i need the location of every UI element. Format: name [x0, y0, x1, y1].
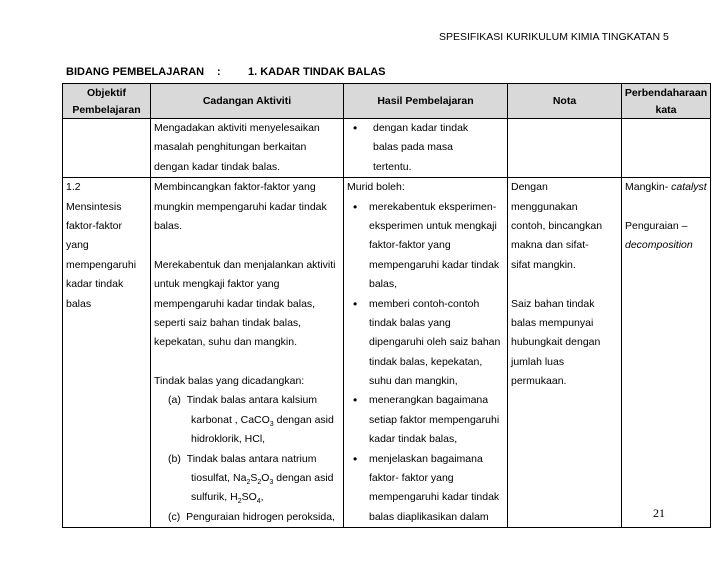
text-line: memberi contoh-contoh — [369, 297, 480, 310]
text-line: Membincangkan faktor-faktor yang — [154, 181, 316, 194]
header-objektif-line2: Pembelajaran — [72, 104, 141, 116]
text-line: faktor-faktor — [66, 219, 123, 232]
bidang-separator: : — [217, 66, 221, 78]
subscript: 2 — [237, 498, 242, 506]
header-perbendaharaan — [622, 84, 711, 119]
header-objektif — [63, 84, 151, 119]
header-perbendaharaan-line2: kata — [655, 104, 677, 116]
text-line: kepekatan, suhu dan mangkin. — [154, 336, 298, 349]
objective-number: 1.2 — [66, 181, 81, 194]
text-line — [347, 119, 505, 138]
text-line: Dengan — [511, 181, 548, 194]
text-line: Penguraian hidrogen peroksida, — [186, 510, 335, 523]
page-number: 21 — [653, 506, 665, 520]
subscript: 2 — [257, 479, 262, 487]
text-line: balas, — [369, 278, 398, 291]
cell-objektif — [63, 178, 151, 528]
vocab-term-ms: Mangkin- — [625, 181, 672, 194]
spacer — [154, 353, 341, 372]
text-line: tindak balas yang — [369, 316, 451, 329]
text-line: balas pada masa — [373, 141, 453, 154]
list-marker: (a) — [168, 394, 181, 407]
bidang-label: BIDANG PEMBELAJARAN — [66, 66, 205, 78]
list-item-a — [154, 391, 341, 410]
text-line: yang — [66, 239, 89, 252]
hasil-intro: Murid boleh: — [347, 181, 405, 194]
page-header: SPESIFIKASI KURIKULUM KIMIA TINGKATAN 5 — [439, 31, 669, 43]
text-line: balas — [66, 297, 92, 310]
list-title: Tindak balas yang dicadangkan: — [154, 375, 305, 388]
text: sulfurik, H — [191, 491, 238, 504]
vocab-term-en: catalyst — [671, 181, 707, 194]
bullet-item — [347, 295, 505, 314]
list-item-c — [154, 508, 341, 527]
vocab-decomposition-en — [625, 236, 708, 255]
list-marker: (c) — [168, 510, 181, 523]
cell-hasil-continued — [344, 119, 508, 178]
text: O — [261, 472, 270, 485]
header-hasil — [344, 84, 508, 119]
list-item-a-line2 — [154, 411, 341, 430]
text-line: hubungkait dengan — [511, 336, 601, 349]
text-line: contoh, bincangkan — [511, 219, 603, 232]
text-line: sifat mangkin. — [511, 258, 576, 271]
text-line: eksperimen untuk mengkaji — [369, 219, 497, 232]
cell-objektif-continued — [63, 119, 151, 178]
text: dengan asid — [273, 413, 334, 426]
header-perbendaharaan-line1: Perbendaharaan — [624, 87, 708, 99]
text: dengan asid — [273, 472, 334, 485]
text-line: mungkin mempengaruhi kadar tindak — [154, 200, 327, 213]
cell-cadangan — [151, 178, 344, 528]
header-objektif-line1: Objektif — [86, 87, 127, 99]
vocab-term-en: decomposition — [625, 239, 693, 252]
spacer — [625, 198, 708, 217]
text-line: Merekabentuk dan menjalankan aktiviti — [154, 258, 336, 271]
text-line: menggunakan — [511, 200, 578, 213]
bullet-item — [347, 391, 505, 410]
subscript: 3 — [269, 420, 274, 428]
text: SO — [241, 491, 257, 504]
subscript: 2 — [246, 479, 251, 487]
text-line: permukaan. — [511, 375, 567, 388]
text-line: Mengadakan aktiviti menyelesaikan — [154, 122, 320, 134]
table-header-row — [63, 84, 711, 119]
text-line: jumlah luas — [511, 355, 565, 368]
bullet-item — [347, 198, 505, 217]
text-line: untuk mengkaji faktor yang — [154, 278, 280, 291]
text-line: merekabentuk eksperimen- — [369, 200, 497, 213]
list-item-b-line3 — [154, 488, 341, 507]
text-line: masalah penghitungan berkaitan — [154, 141, 307, 154]
text-line: balas mempunyai — [511, 316, 594, 329]
cell-cadangan-continued — [151, 119, 344, 178]
cell-nota — [508, 178, 622, 528]
text-line: menerangkan bagaimana — [369, 394, 489, 407]
list-item-b-line2 — [154, 469, 341, 488]
text-line: dengan kadar tindak balas. — [154, 160, 281, 173]
header-hasil-text: Hasil Pembelajaran — [377, 95, 474, 107]
text: karbonat , CaCO — [191, 413, 270, 426]
text-line: mempengaruhi kadar tindak balas, — [154, 297, 316, 310]
header-nota — [508, 84, 622, 119]
text-line: setiap faktor mempengaruhi — [369, 413, 500, 426]
curriculum-table — [62, 83, 711, 528]
text-line: tindak balas, kepekatan, — [369, 355, 483, 368]
subscript: 3 — [269, 479, 274, 487]
text-line: seperti saiz bahan tindak balas, — [154, 316, 302, 329]
table-row — [63, 119, 711, 178]
cell-nota-continued — [508, 119, 622, 178]
text: S — [250, 472, 258, 485]
text-line: Saiz bahan tindak — [511, 297, 595, 310]
text: , — [260, 491, 264, 504]
text-line: faktor-faktor yang — [369, 239, 451, 252]
text-line: balas diaplikasikan dalam — [369, 510, 489, 523]
table-row — [63, 178, 711, 528]
cell-hasil — [344, 178, 508, 528]
cell-vocab — [622, 178, 711, 528]
subscript: 4 — [256, 498, 261, 506]
text-line: menjelaskan bagaimana — [369, 452, 483, 465]
text-line: balas. — [154, 219, 183, 232]
header-cadangan-text: Cadangan Aktiviti — [202, 95, 292, 107]
text: tiosulfat, Na — [191, 472, 247, 485]
list-item-a-line3: hidroklorik, HCl, — [191, 433, 266, 446]
spacer — [511, 275, 619, 294]
cell-vocab-continued — [622, 119, 711, 178]
bidang-value: 1. KADAR TINDAK BALAS — [248, 66, 386, 78]
text-line: tertentu. — [373, 160, 412, 173]
text-line: suhu dan mangkin, — [369, 375, 458, 388]
header-cadangan — [151, 84, 344, 119]
text-line: Tindak balas antara natrium — [186, 452, 317, 465]
text-line: kadar tindak balas, — [369, 433, 458, 446]
text-line: faktor- faktor yang — [369, 472, 454, 485]
bullet-item — [347, 450, 505, 469]
text-line: dipengaruhi oleh saiz bahan — [369, 336, 501, 349]
list-marker: (b) — [168, 452, 181, 465]
spacer — [154, 236, 341, 255]
text-line: mempengaruhi kadar tindak — [369, 491, 500, 504]
text-line: mempengaruhi — [66, 258, 137, 271]
vocab-catalyst — [625, 178, 708, 197]
list-item-b — [154, 450, 341, 469]
text-line: Tindak balas antara kalsium — [186, 394, 318, 407]
text-line: kadar tindak — [66, 278, 124, 291]
text-line: dengan kadar tindak — [373, 122, 469, 134]
header-nota-text: Nota — [552, 95, 577, 107]
vocab-decomposition-ms: Penguraian – — [625, 219, 688, 232]
text-line: Mensintesis — [66, 200, 122, 213]
text-line: mempengaruhi kadar tindak — [369, 258, 500, 271]
text-line: makna dan sifat- — [511, 239, 589, 252]
